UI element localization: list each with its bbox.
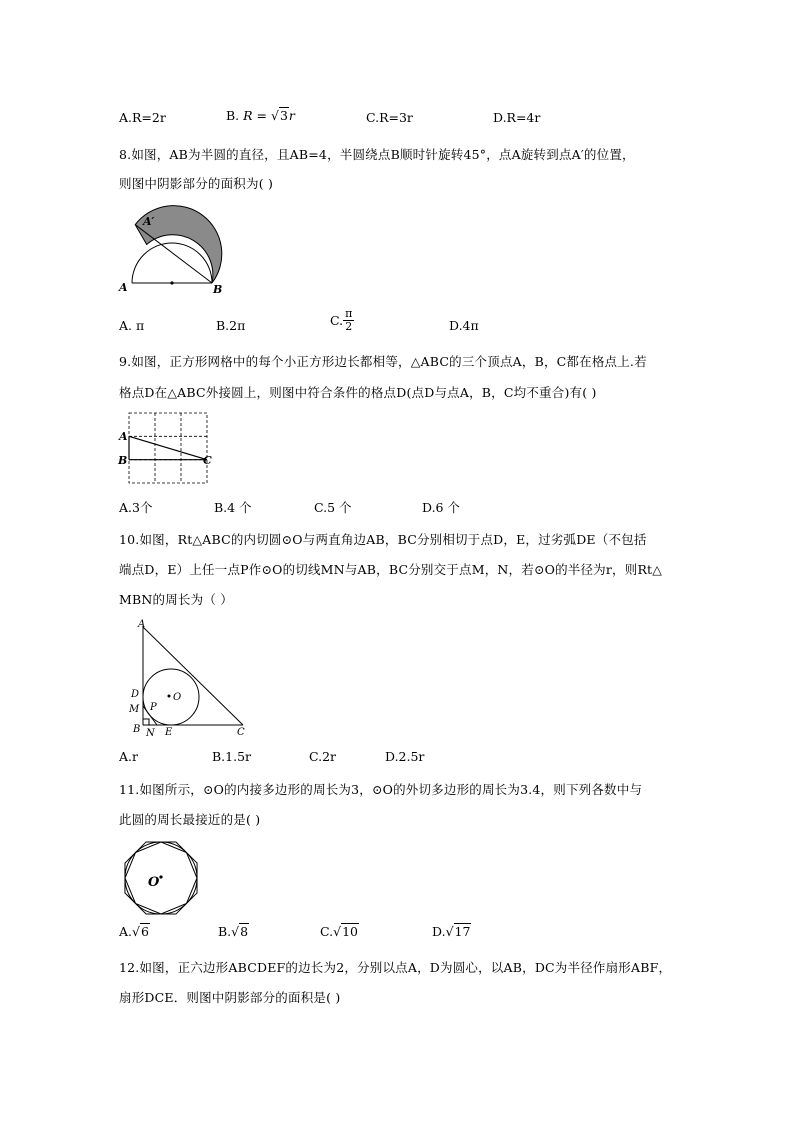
- q8-stem-line2: 则图中阴影部分的面积为( ): [119, 176, 274, 191]
- q10-label-b: B: [133, 724, 141, 735]
- q9-figure: [115, 408, 215, 488]
- q10-label-c: C: [237, 727, 245, 738]
- q11-option-a: A.√6: [119, 924, 149, 939]
- q9-option-d: D.6 个: [422, 500, 460, 515]
- q8-option-a: A. π: [119, 318, 145, 333]
- q8-option-d: D.4π: [449, 318, 479, 333]
- q11-stem-line1: 11.如图所示，⊙O的内接多边形的周长为3，⊙O的外切多边形的周长为3.4，则下列各数中与: [119, 782, 643, 797]
- q10-label-o: O: [173, 692, 182, 703]
- q10-figure: [125, 615, 255, 740]
- q10-label-n: N: [146, 728, 155, 739]
- q10-label-p: P: [150, 702, 157, 713]
- q8-label-a-prime: A′: [143, 215, 155, 228]
- q10-option-b: B.1.5r: [212, 749, 252, 764]
- q7-option-c: C.R=3r: [366, 110, 413, 125]
- q10-label-m: M: [129, 704, 140, 715]
- q10-option-c: C.2r: [309, 749, 337, 764]
- q10-stem-line1: 10.如图，Rt△ABC的内切圆⊙O与两直角边AB，BC分别相切于点D，E，过劣弧DE（不包括: [119, 532, 647, 547]
- q11-stem-line2: 此圆的周长最接近的是( ): [119, 812, 261, 827]
- q8-option-c: C. $\frac{\pi}{2}$: [330, 307, 353, 333]
- q11-option-c: C.√10: [320, 924, 358, 939]
- q9-option-a: A.3个: [119, 500, 153, 515]
- q10-label-a: A: [138, 619, 146, 630]
- q9-stem-line1: 9.如图，正方形网格中的每个小正方形边长都相等，△ABC的三个顶点A，B，C都在格点上.若: [119, 354, 647, 369]
- q7-option-b: B. R = √3r: [226, 108, 295, 123]
- q11-option-d: D.√17: [432, 924, 471, 939]
- q7-option-a: A.R=2r: [119, 110, 166, 125]
- q8-label-a: A: [119, 281, 128, 294]
- q10-label-e: E: [165, 727, 173, 738]
- q11-option-b: B.√8: [218, 924, 249, 939]
- q10-stem-line3: MBN的周长为（ ）: [119, 592, 233, 607]
- q8-label-b: B: [213, 283, 223, 296]
- q11-figure: [115, 832, 207, 922]
- q9-label-a: A: [119, 430, 128, 443]
- q8-stem-line1: 8.如图，AB为半圆的直径，且AB=4，半圆绕点B顺时针旋转45°，点A旋转到点A′的位置，: [119, 147, 635, 162]
- q11-label-o: O: [148, 875, 160, 890]
- q8-figure: [115, 205, 240, 297]
- q9-option-c: C.5 个: [314, 500, 352, 515]
- q10-stem-line2: 端点D，E）上任一点P作⊙O的切线MN与AB，BC分别交于点M，N，若⊙O的半径为r，则Rt△: [119, 562, 663, 577]
- q9-label-b: B: [118, 454, 128, 467]
- q9-label-c: C: [203, 454, 212, 467]
- q10-option-a: A.r: [119, 749, 138, 764]
- q10-label-d: D: [131, 689, 140, 700]
- q10-option-d: D.2.5r: [385, 749, 425, 764]
- q9-stem-line2: 格点D在△ABC外接圆上，则图中符合条件的格点D(点D与点A，B，C均不重合)有( ): [119, 385, 597, 400]
- q12-stem-line1: 12.如图，正六边形ABCDEF的边长为2，分别以点A，D为圆心，以AB，DC为半径作扇形ABF，: [119, 960, 672, 975]
- q9-option-b: B.4 个: [214, 500, 252, 515]
- q7-option-d: D.R=4r: [493, 110, 541, 125]
- q8-option-b: B.2π: [216, 318, 246, 333]
- q12-stem-line2: 扇形DCE．则图中阴影部分的面积是( ): [119, 990, 341, 1005]
